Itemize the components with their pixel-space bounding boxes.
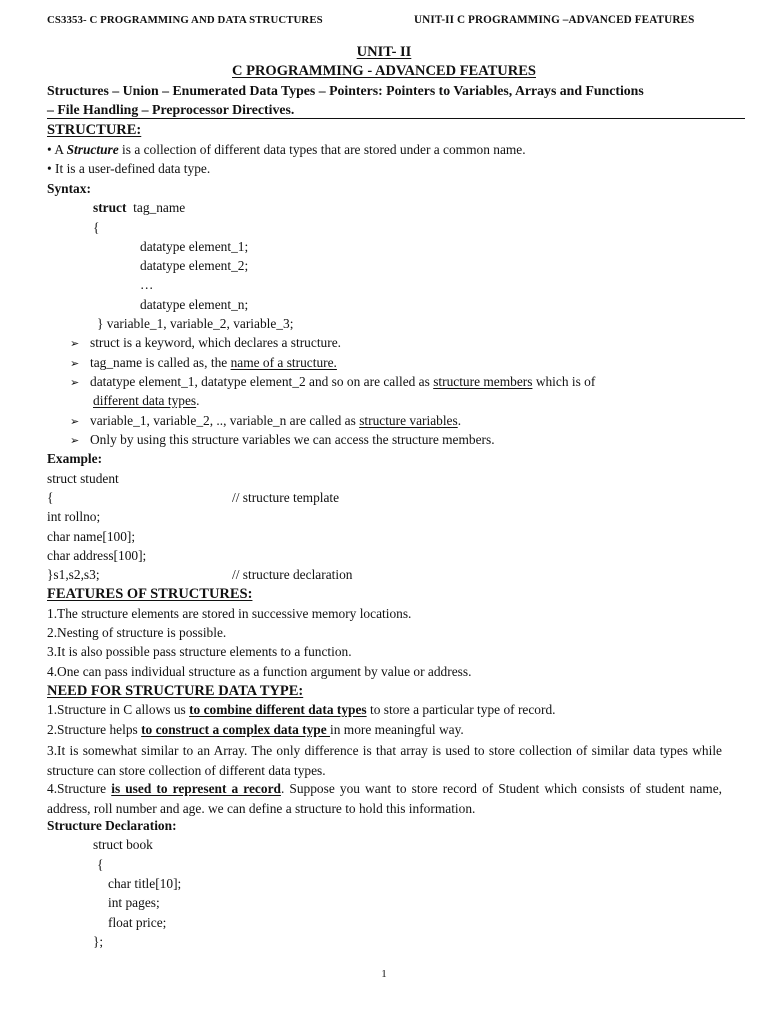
topics-line-1: Structures – Union – Enumerated Data Types – Pointers: Pointers to Variables, Arrays and Functions [47,83,644,98]
syntax-open-brace: { [93,220,100,235]
feature-2: 2.Nesting of structure is possible. [47,625,227,640]
arrow-bullet-icon: ➢ [70,337,80,350]
declaration-heading: Structure Declaration: [47,818,177,833]
declaration-line-1: struct book [93,837,153,852]
arrow-bullet-icon: ➢ [70,434,80,447]
feature-3: 3.It is also possible pass structure elements to a function. [47,644,352,659]
need-3: 3.It is somewhat similar to an Array. The only difference is that array is used to store collection of similar data types while structure can store collection of different data types. [47,743,722,778]
declaration-line-3: char title[10]; [108,876,182,891]
feature-4: 4.One can pass individual structure as a function argument by value or address. [47,664,472,679]
syntax-element-n: datatype element_n; [140,297,249,312]
example-line-4: char name[100]; [47,529,136,544]
syntax-element-1: datatype element_1; [140,239,249,254]
example-line-6: }s1,s2,s3; [47,567,100,582]
declaration-line-5: float price; [108,915,167,930]
example-comment-declaration: // structure declaration [232,567,353,582]
unit-title: UNIT- II [356,44,412,60]
declaration-line-4: int pages; [108,895,160,910]
example-comment-template: // structure template [232,490,340,505]
structure-user-defined: • It is a user-defined data type. [47,161,211,176]
point-members: ➢ datatype element_1, datatype element_2 and so on are called as structure members which is of [70,374,596,389]
point-keyword: ➢ struct is a keyword, which declares a structure. [70,335,341,350]
syntax-element-2: datatype element_2; [140,258,249,273]
point-tag-name: ➢ tag_name is called as, the name of a structure. [70,355,337,370]
syntax-heading: Syntax: [47,181,91,196]
example-heading: Example: [47,451,103,466]
header-course: CS3353- C PROGRAMMING AND DATA STRUCTURES [47,14,323,26]
need-1: 1.Structure in C allows us to combine different data types to store a particular type of record. [47,702,556,717]
example-line-2: { [47,490,54,505]
arrow-bullet-icon: ➢ [70,415,80,428]
syntax-struct-line: struct tag_name [93,200,186,215]
topics-line-2: – File Handling – Preprocessor Directives. [47,102,295,117]
bullet-dot-icon: • [47,142,52,157]
point-members-cont: different data types. [93,393,200,408]
example-line-5: char address[100]; [47,548,147,563]
point-access: ➢ Only by using this structure variables we can access the structure members. [70,432,495,447]
point-variables: ➢ variable_1, variable_2, .., variable_n are called as structure variables. [70,413,462,428]
need-2: 2.Structure helps to construct a complex data type in more meaningful way. [47,722,464,737]
structure-heading: STRUCTURE: [47,122,142,138]
unit-name: C PROGRAMMING - ADVANCED FEATURES [232,63,536,79]
features-heading: FEATURES OF STRUCTURES: [47,586,253,602]
header-unit: UNIT-II C PROGRAMMING –ADVANCED FEATURES [414,14,695,26]
structure-definition: • A Structure is a collection of different data types that are stored under a common name. [47,142,526,157]
declaration-line-2: { [97,857,104,872]
title-divider [47,118,745,119]
feature-1: 1.The structure elements are stored in successive memory locations. [47,606,412,621]
arrow-bullet-icon: ➢ [70,376,80,389]
page-number: 1 [381,968,387,980]
arrow-bullet-icon: ➢ [70,357,80,370]
structure-term: Structure [66,142,119,157]
syntax-ellipsis: … [140,277,154,292]
need-heading: NEED FOR STRUCTURE DATA TYPE: [47,683,304,699]
example-line-1: struct student [47,471,119,486]
declaration-line-6: }; [93,934,104,949]
example-line-3: int rollno; [47,509,101,524]
need-4: 4.Structure is used to represent a record. Suppose you want to store record of Student which consists of student name, address, roll number and age. we can define a structure to hold this information. [47,781,722,816]
syntax-close-line: } variable_1, variable_2, variable_3; [97,316,294,331]
